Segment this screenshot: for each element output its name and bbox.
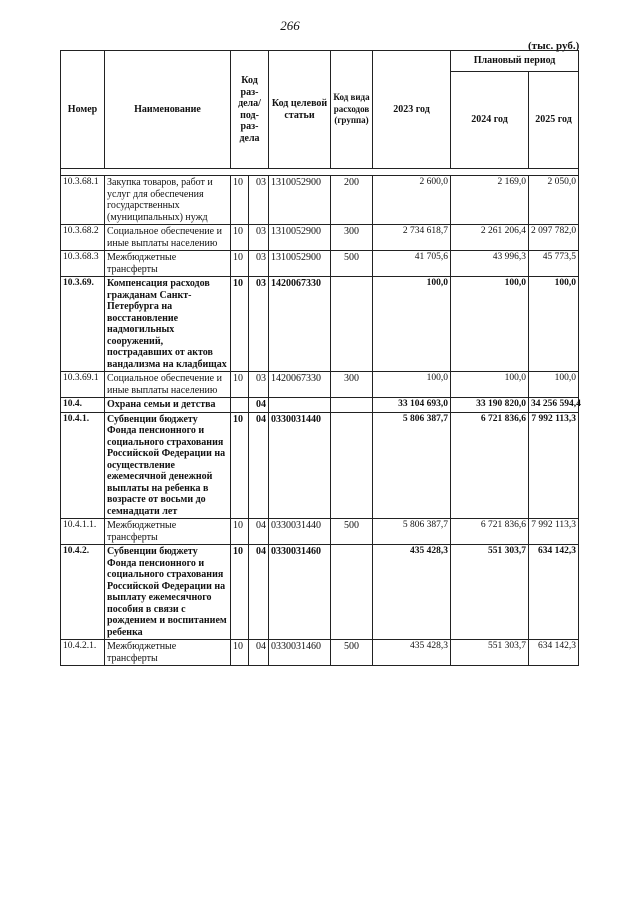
row-amount-2023: 435 428,3 [373, 640, 451, 666]
row-name: Закупка товаров, работ и услуг для обеспечения государственных (муниципальных) нужд [105, 176, 231, 225]
row-subsection: 04 [249, 519, 269, 545]
row-amount-2023: 2 734 618,7 [373, 225, 451, 251]
row-section: 10 [231, 225, 249, 251]
table-row [61, 176, 579, 225]
row-section: 10 [231, 277, 249, 372]
row-number: 10.4.1.1. [61, 519, 105, 545]
row-number: 10.4. [61, 398, 105, 413]
row-subsection: 04 [249, 398, 269, 413]
row-subsection: 04 [249, 640, 269, 666]
row-amount-2024: 6 721 836,6 [451, 519, 529, 545]
table-row [61, 545, 579, 640]
row-target-code: 0330031460 [269, 640, 331, 666]
header-target-code: Код целевой статьи [269, 51, 331, 169]
row-section: 10 [231, 640, 249, 666]
row-amount-2025: 634 142,3 [529, 545, 579, 640]
row-subsection: 03 [249, 372, 269, 398]
row-amount-2025: 634 142,3 [529, 640, 579, 666]
row-name: Социальное обеспечение и иные выплаты населению [105, 225, 231, 251]
table-row [61, 225, 579, 251]
row-expense-type [331, 412, 373, 519]
row-amount-2023: 33 104 693,0 [373, 398, 451, 413]
row-amount-2023: 100,0 [373, 277, 451, 372]
row-amount-2024: 6 721 836,6 [451, 412, 529, 519]
row-name: Межбюджетные трансферты [105, 519, 231, 545]
row-section: 10 [231, 412, 249, 519]
row-target-code: 1310052900 [269, 225, 331, 251]
row-target-code: 0330031440 [269, 519, 331, 545]
row-number: 10.3.69. [61, 277, 105, 372]
row-amount-2024: 33 190 820,0 [451, 398, 529, 413]
row-subsection: 04 [249, 545, 269, 640]
row-amount-2023: 100,0 [373, 372, 451, 398]
header-section-code: Код раз-дела/ под-раз-дела [231, 51, 269, 169]
table-row [61, 372, 579, 398]
row-amount-2025: 2 097 782,0 [529, 225, 579, 251]
row-expense-type [331, 545, 373, 640]
units-label: (тыс. руб.) [528, 40, 580, 52]
row-number: 10.4.1. [61, 412, 105, 519]
row-section: 10 [231, 176, 249, 225]
row-amount-2024: 551 303,7 [451, 545, 529, 640]
row-number: 10.3.69.1 [61, 372, 105, 398]
row-expense-type: 300 [331, 225, 373, 251]
row-target-code: 1420067330 [269, 277, 331, 372]
row-subsection: 03 [249, 251, 269, 277]
row-section: 10 [231, 372, 249, 398]
row-name: Межбюджетные трансферты [105, 640, 231, 666]
row-expense-type: 300 [331, 372, 373, 398]
row-amount-2025: 45 773,5 [529, 251, 579, 277]
table-row [61, 412, 579, 519]
table-row [61, 640, 579, 666]
row-number: 10.4.2. [61, 545, 105, 640]
row-name: Субвенции бюджету Фонда пенсионного и социального страхования Российской Федерации на осуществление ежемесячной денежной выплаты на ребенка в возрасте от восьми до семнадцати лет [105, 412, 231, 519]
row-target-code [269, 398, 331, 413]
header-2025: 2025 год [529, 72, 579, 169]
row-subsection: 03 [249, 176, 269, 225]
table-row [61, 519, 579, 545]
row-name: Социальное обеспечение и иные выплаты населению [105, 372, 231, 398]
header-2023: 2023 год [373, 51, 451, 169]
row-amount-2024: 100,0 [451, 372, 529, 398]
row-number: 10.3.68.1 [61, 176, 105, 225]
row-amount-2023: 2 600,0 [373, 176, 451, 225]
row-number: 10.3.68.2 [61, 225, 105, 251]
row-amount-2023: 5 806 387,7 [373, 519, 451, 545]
header-expense-type: Код вида расходов (группа) [331, 51, 373, 169]
row-amount-2024: 551 303,7 [451, 640, 529, 666]
row-section: 10 [231, 545, 249, 640]
header-planning-period: Плановый период [451, 51, 579, 72]
row-section: 10 [231, 251, 249, 277]
row-expense-type: 500 [331, 640, 373, 666]
row-amount-2024: 2 261 206,4 [451, 225, 529, 251]
row-amount-2023: 5 806 387,7 [373, 412, 451, 519]
row-number: 10.4.2.1. [61, 640, 105, 666]
table-row [61, 251, 579, 277]
row-expense-type: 500 [331, 251, 373, 277]
page-number: 266 [280, 18, 300, 33]
row-name: Компенсация расходов гражданам Санкт-Петербурга на восстановление надмогильных сооружений, пострадавших от актов вандализма на кладбищах [105, 277, 231, 372]
budget-table [60, 50, 579, 666]
row-amount-2025: 100,0 [529, 372, 579, 398]
row-amount-2025: 2 050,0 [529, 176, 579, 225]
row-amount-2025: 7 992 113,3 [529, 519, 579, 545]
row-amount-2024: 2 169,0 [451, 176, 529, 225]
row-name: Субвенции бюджету Фонда пенсионного и социального страхования Российской Федерации на выплату ежемесячного пособия в связи с рождением и воспитанием ребенка [105, 545, 231, 640]
row-subsection: 03 [249, 225, 269, 251]
row-number: 10.3.68.3 [61, 251, 105, 277]
row-name: Межбюджетные трансферты [105, 251, 231, 277]
header-number: Номер [61, 51, 105, 169]
row-expense-type [331, 398, 373, 413]
row-section: 10 [231, 519, 249, 545]
row-subsection: 04 [249, 412, 269, 519]
row-target-code: 1420067330 [269, 372, 331, 398]
row-amount-2023: 435 428,3 [373, 545, 451, 640]
row-subsection: 03 [249, 277, 269, 372]
row-amount-2023: 41 705,6 [373, 251, 451, 277]
row-target-code: 1310052900 [269, 176, 331, 225]
row-target-code: 0330031460 [269, 545, 331, 640]
table-row [61, 398, 579, 413]
header-gap [61, 169, 579, 176]
row-expense-type: 200 [331, 176, 373, 225]
row-amount-2025: 34 256 594,4 [529, 398, 579, 413]
row-amount-2025: 100,0 [529, 277, 579, 372]
row-amount-2024: 43 996,3 [451, 251, 529, 277]
row-section [231, 398, 249, 413]
table-body [61, 176, 579, 666]
row-target-code: 0330031440 [269, 412, 331, 519]
row-amount-2024: 100,0 [451, 277, 529, 372]
row-expense-type [331, 277, 373, 372]
row-name: Охрана семьи и детства [105, 398, 231, 413]
header-2024: 2024 год [451, 72, 529, 169]
header-name: Наименование [105, 51, 231, 169]
table-row [61, 277, 579, 372]
row-expense-type: 500 [331, 519, 373, 545]
row-target-code: 1310052900 [269, 251, 331, 277]
row-amount-2025: 7 992 113,3 [529, 412, 579, 519]
